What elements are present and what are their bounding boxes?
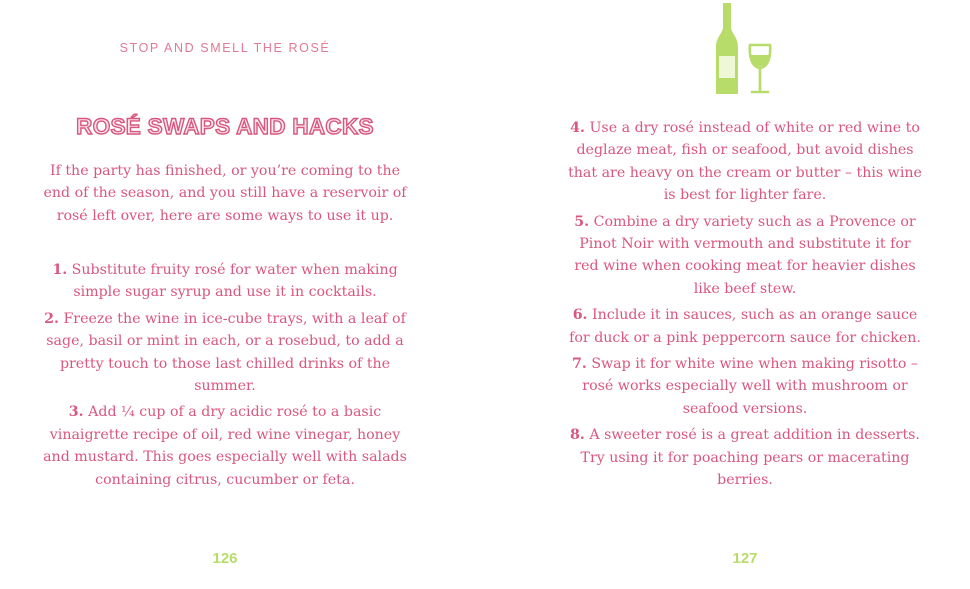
tip-item-5 [565, 211, 925, 301]
tips-list-right [565, 117, 925, 496]
tip-number: 2. [44, 310, 59, 327]
tip-item-7 [565, 353, 925, 420]
section-heading: ROSÉ SWAPS AND HACKS [76, 114, 374, 139]
tip-text: Add ¼ cup of a dry acidic rosé to a basic vinaigrette recipe of oil, red wine vinegar, honey and mustard. This goes especially well with salads containing citrus, cucumber or feta. [43, 404, 407, 488]
page-number: 127 [732, 550, 758, 567]
running-head: STOP AND SMELL THE ROSÉ [119, 41, 331, 55]
tip-number: 1. [52, 262, 68, 278]
tip-number: 8. [570, 427, 585, 444]
tip-item-4 [565, 117, 925, 207]
tip-item-1 [40, 259, 410, 304]
tip-text: Substitute fruity rosé for water when making simple sugar syrup and use it in cocktails. [71, 262, 398, 301]
left-page [0, 0, 450, 589]
tip-number: 6. [572, 307, 588, 324]
tip-item-6 [565, 304, 925, 349]
tip-text: A sweeter rosé is a great addition in desserts. Try using it for poaching pears or macerating berries. [580, 427, 920, 489]
right-page [520, 0, 970, 589]
tip-number: 4. [570, 120, 585, 136]
tip-text: Use a dry rosé instead of white or red wine to deglaze meat, fish or seafood, but avoid dishes that are heavy on the cream or butter – this wine is best for lighter fare. [568, 120, 922, 204]
tip-number: 3. [68, 404, 84, 421]
page-number: 126 [212, 550, 238, 567]
tip-number: 7. [571, 356, 587, 373]
tip-item-3 [40, 401, 410, 491]
tip-text: Include it in sauces, such as an orange sauce for duck or a pink peppercorn sauce for chicken. [569, 307, 921, 346]
intro-paragraph: If the party has finished, or you’re coming to the end of the season, and you still have a reservoir of rosé left over, here are some ways to use it up. [43, 163, 407, 224]
tip-text: Freeze the wine in ice-cube trays, with a leaf of sage, basil or mint in each, or a rosebud, to add a pretty touch to those last chilled drinks of the summer. [46, 310, 406, 395]
tip-item-2 [40, 308, 410, 398]
tip-text: Combine a dry variety such as a Provence or Pinot Noir with vermouth and substitute it for red wine when cooking meat for heavier dishes like beef stew. [574, 213, 916, 297]
tips-list-left [40, 259, 410, 495]
tip-item-8 [565, 424, 925, 491]
tip-text: Swap it for white wine when making risotto – rosé works especially well with mushroom or seafood versions. [582, 356, 918, 417]
tip-number: 5. [574, 213, 590, 230]
wine-bottle-and-glass-icon [716, 1, 774, 97]
